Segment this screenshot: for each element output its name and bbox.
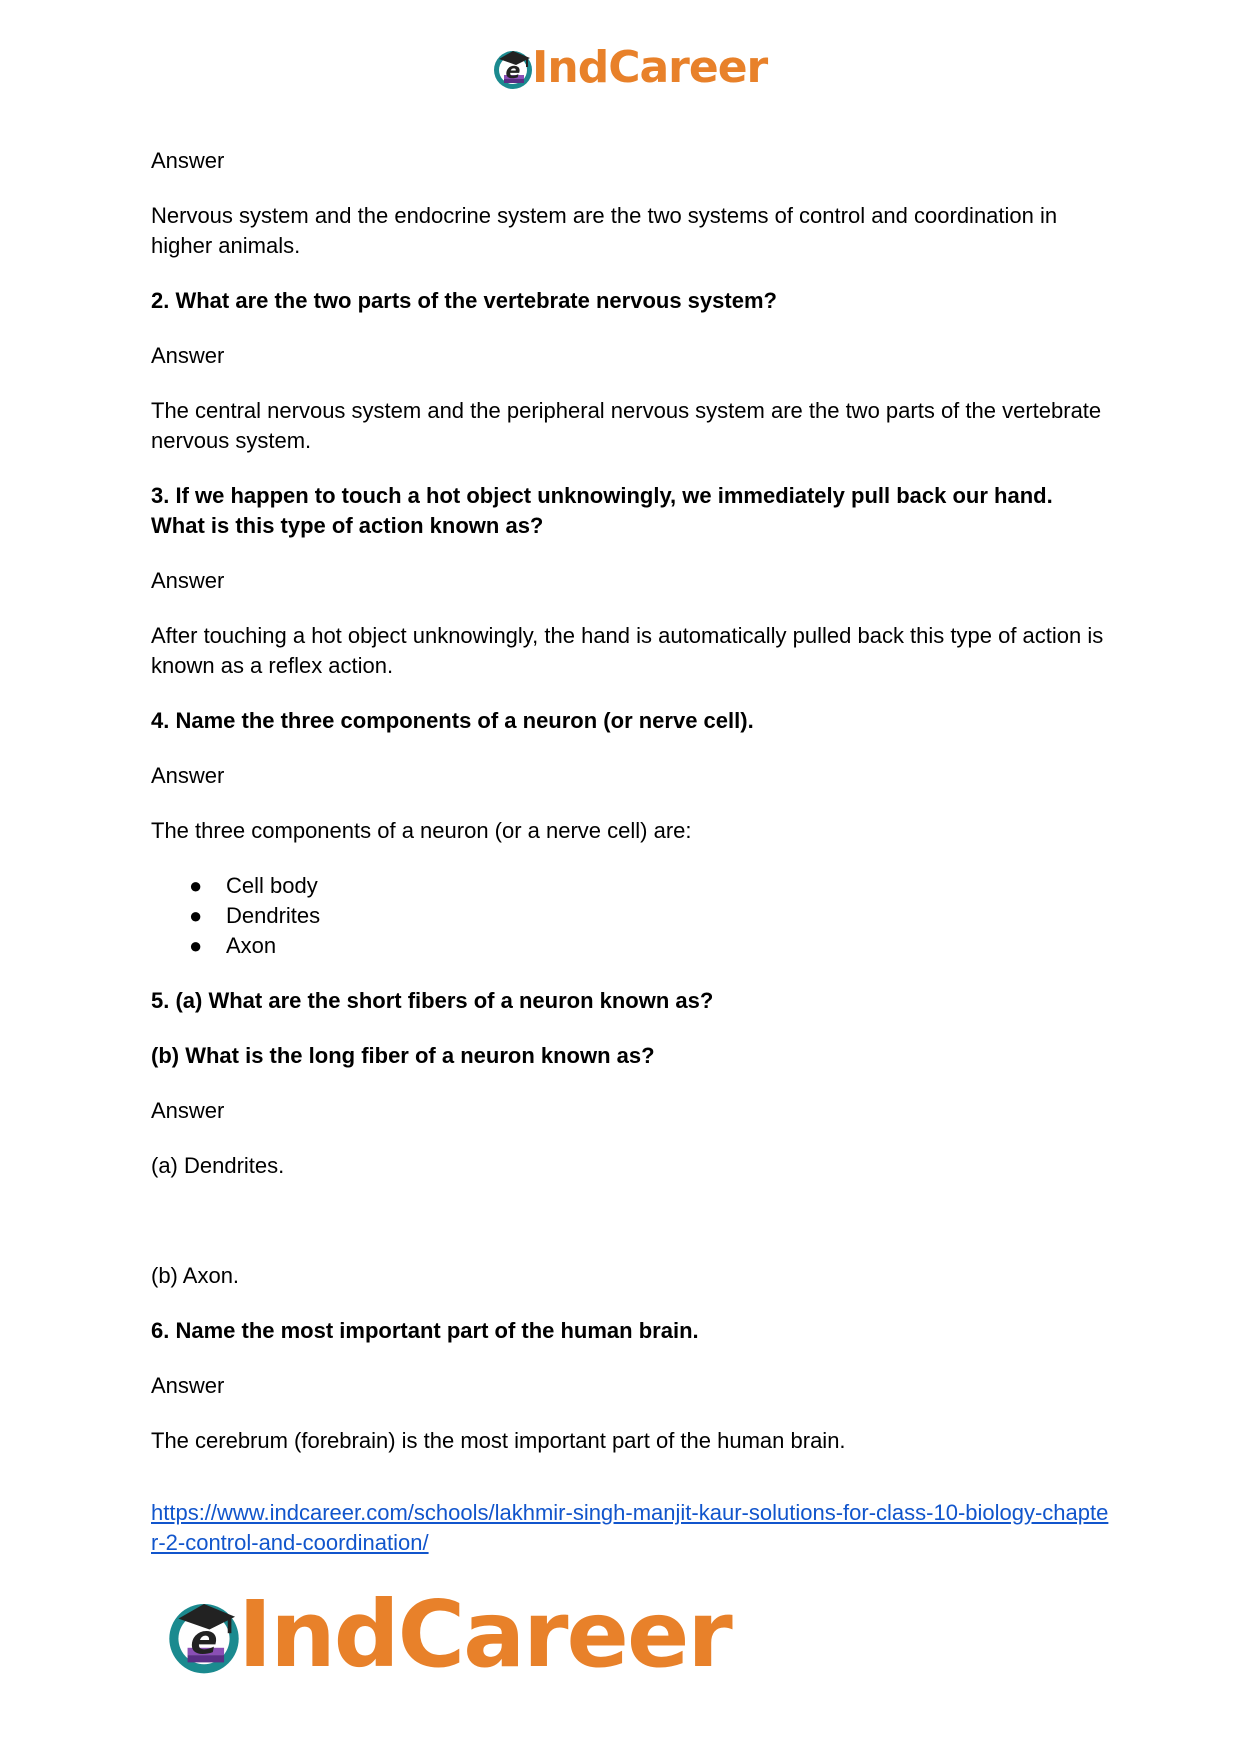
question-heading: 4. Name the three components of a neuron (or nerve cell). [151, 708, 754, 733]
logo-letter: e [190, 1617, 218, 1664]
document-body [151, 146, 1111, 1583]
answer-text: The cerebrum (forebrain) is the most important part of the human brain. [151, 1428, 846, 1453]
answer-label: Answer [151, 148, 225, 173]
answer-label: Answer [151, 1373, 225, 1398]
graduation-globe-icon [162, 1593, 246, 1677]
answer-text: Nervous system and the endocrine system are the two systems of control and coordination in higher animals. [151, 203, 1058, 258]
answer-text: The three components of a neuron (or a nerve cell) are: [151, 818, 692, 843]
source-link[interactable]: https://www.indcareer.com/schools/lakhmir-singh-manjit-kaur-solutions-for-class-10-biology-chapter-2-control-and-coordination/ [151, 1500, 1109, 1555]
list-item: ● Dendrites [151, 901, 1111, 931]
answer-text: (b) Axon. [151, 1263, 240, 1288]
header-logo [490, 40, 767, 96]
answer-label: Answer [151, 568, 225, 593]
question-heading: (b) What is the long fiber of a neuron known as? [151, 1043, 655, 1068]
footer-logo [162, 1581, 731, 1688]
list-item: ● Axon [151, 931, 1111, 961]
answer-label: Answer [151, 763, 225, 788]
answer-text: The central nervous system and the peripheral nervous system are the two parts of the vertebrate nervous system. [151, 398, 1102, 453]
logo-wordmark: IndCareer [238, 1581, 731, 1688]
question-heading: 3. If we happen to touch a hot object unknowingly, we immediately pull back our hand. What is this type of action known as? [151, 483, 1053, 538]
answer-label: Answer [151, 343, 225, 368]
answer-label: Answer [151, 1098, 225, 1123]
blank-spacer [151, 1206, 1111, 1261]
bullet-icon: ● [189, 873, 203, 898]
answer-text: After touching a hot object unknowingly, the hand is automatically pulled back this type of action is known as a reflex action. [151, 623, 1104, 678]
bullet-icon: ● [189, 903, 203, 928]
question-heading: 5. (a) What are the short fibers of a neuron known as? [151, 988, 714, 1013]
logo-wordmark: IndCareer [532, 42, 768, 93]
question-heading: 6. Name the most important part of the human brain. [151, 1318, 699, 1343]
component-list [151, 871, 1111, 961]
bullet-icon: ● [189, 933, 203, 958]
question-heading: 2. What are the two parts of the vertebrate nervous system? [151, 288, 777, 313]
list-item: ● Cell body [151, 871, 1111, 901]
logo-letter: e [505, 59, 521, 84]
answer-text: (a) Dendrites. [151, 1153, 285, 1178]
graduation-globe-icon [490, 45, 536, 91]
